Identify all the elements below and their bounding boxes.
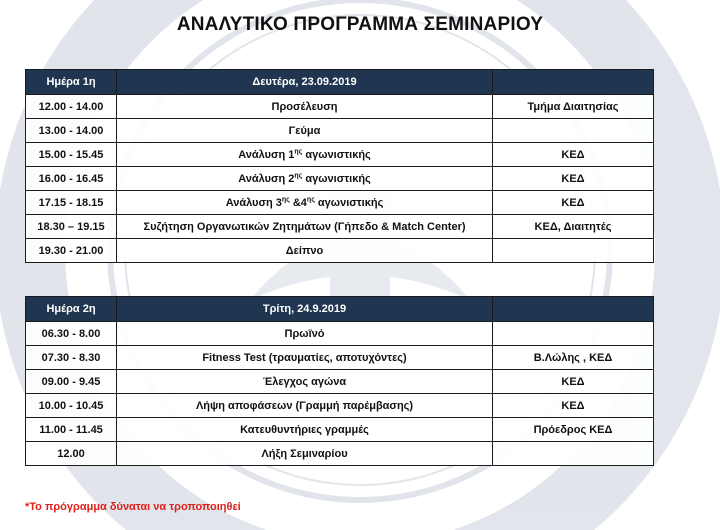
header-empty-cell bbox=[493, 297, 654, 322]
table-row bbox=[26, 167, 654, 191]
footnote: *Το πρόγραμμα δύναται να τροποποιηθεί bbox=[25, 501, 241, 513]
time-cell: 18.30 – 19.15 bbox=[26, 215, 117, 239]
responsible-cell bbox=[493, 322, 654, 346]
activity-cell: Ανάλυση $1^{\eta\varsigma}$ αγωνιστικής bbox=[117, 143, 493, 167]
table-row bbox=[26, 442, 654, 466]
table-row bbox=[26, 191, 654, 215]
schedule-table-day-2 bbox=[25, 296, 654, 466]
time-cell: 10.00 - 10.45 bbox=[26, 394, 117, 418]
responsible-cell: ΚΕΔ, Διαιτητές bbox=[493, 215, 654, 239]
table-row bbox=[26, 394, 654, 418]
activity-cell: Έλεγχος αγώνα bbox=[117, 370, 493, 394]
time-cell: 12.00 - 14.00 bbox=[26, 95, 117, 119]
table-row bbox=[26, 370, 654, 394]
table-row bbox=[26, 346, 654, 370]
table-row bbox=[26, 322, 654, 346]
table-row bbox=[26, 418, 654, 442]
activity-cell: Fitness Test (τραυματίες, αποτυχόντες) bbox=[117, 346, 493, 370]
table-row bbox=[26, 143, 654, 167]
time-cell: 16.00 - 16.45 bbox=[26, 167, 117, 191]
time-cell: 15.00 - 15.45 bbox=[26, 143, 117, 167]
responsible-cell: ΚΕΔ bbox=[493, 394, 654, 418]
responsible-cell: Πρόεδρος ΚΕΔ bbox=[493, 418, 654, 442]
activity-cell: Γεύμα bbox=[117, 119, 493, 143]
day-label: Ημέρα 1η bbox=[26, 70, 117, 95]
day-label: Ημέρα 2η bbox=[26, 297, 117, 322]
activity-cell: Λήψη αποφάσεων (Γραμμή παρέμβασης) bbox=[117, 394, 493, 418]
time-cell: 12.00 bbox=[26, 442, 117, 466]
table-row bbox=[26, 215, 654, 239]
responsible-cell: ΚΕΔ bbox=[493, 370, 654, 394]
header-empty-cell bbox=[493, 70, 654, 95]
responsible-cell: ΚΕΔ bbox=[493, 191, 654, 215]
responsible-cell bbox=[493, 119, 654, 143]
time-cell: 09.00 - 9.45 bbox=[26, 370, 117, 394]
schedule-table-day-1 bbox=[25, 69, 654, 263]
activity-cell: Προσέλευση bbox=[117, 95, 493, 119]
table-header-row bbox=[26, 70, 654, 95]
responsible-cell: Τμήμα Διαιτησίας bbox=[493, 95, 654, 119]
time-cell: 13.00 - 14.00 bbox=[26, 119, 117, 143]
responsible-cell bbox=[493, 442, 654, 466]
activity-cell: Συζήτηση Οργανωτικών Ζητημάτων (Γήπεδο & Match Center) bbox=[117, 215, 493, 239]
responsible-cell: Β.Λώλης , ΚΕΔ bbox=[493, 346, 654, 370]
time-cell: 17.15 - 18.15 bbox=[26, 191, 117, 215]
time-cell: 11.00 - 11.45 bbox=[26, 418, 117, 442]
day-date: Τρίτη, 24.9.2019 bbox=[117, 297, 493, 322]
table-row bbox=[26, 239, 654, 263]
time-cell: 06.30 - 8.00 bbox=[26, 322, 117, 346]
responsible-cell: ΚΕΔ bbox=[493, 143, 654, 167]
table-row bbox=[26, 95, 654, 119]
activity-cell: Δείπνο bbox=[117, 239, 493, 263]
activity-cell: Ανάλυση $3^{\eta\varsigma}$ $\&4^{\eta\varsigma}$ αγωνιστικής bbox=[117, 191, 493, 215]
activity-cell: Λήξη Σεμιναρίου bbox=[117, 442, 493, 466]
activity-cell: Κατευθυντήριες γραμμές bbox=[117, 418, 493, 442]
day-date: Δευτέρα, 23.09.2019 bbox=[117, 70, 493, 95]
table-row bbox=[26, 119, 654, 143]
activity-cell: Ανάλυση $2^{\eta\varsigma}$ αγωνιστικής bbox=[117, 167, 493, 191]
activity-cell: Πρωϊνό bbox=[117, 322, 493, 346]
responsible-cell bbox=[493, 239, 654, 263]
time-cell: 19.30 - 21.00 bbox=[26, 239, 117, 263]
page-title: ΑΝΑΛΥΤΙΚΟ ΠΡΟΓΡΑΜΜΑ ΣΕΜΙΝΑΡΙΟΥ bbox=[176, 14, 544, 35]
time-cell: 07.30 - 8.30 bbox=[26, 346, 117, 370]
table-header-row bbox=[26, 297, 654, 322]
responsible-cell: ΚΕΔ bbox=[493, 167, 654, 191]
